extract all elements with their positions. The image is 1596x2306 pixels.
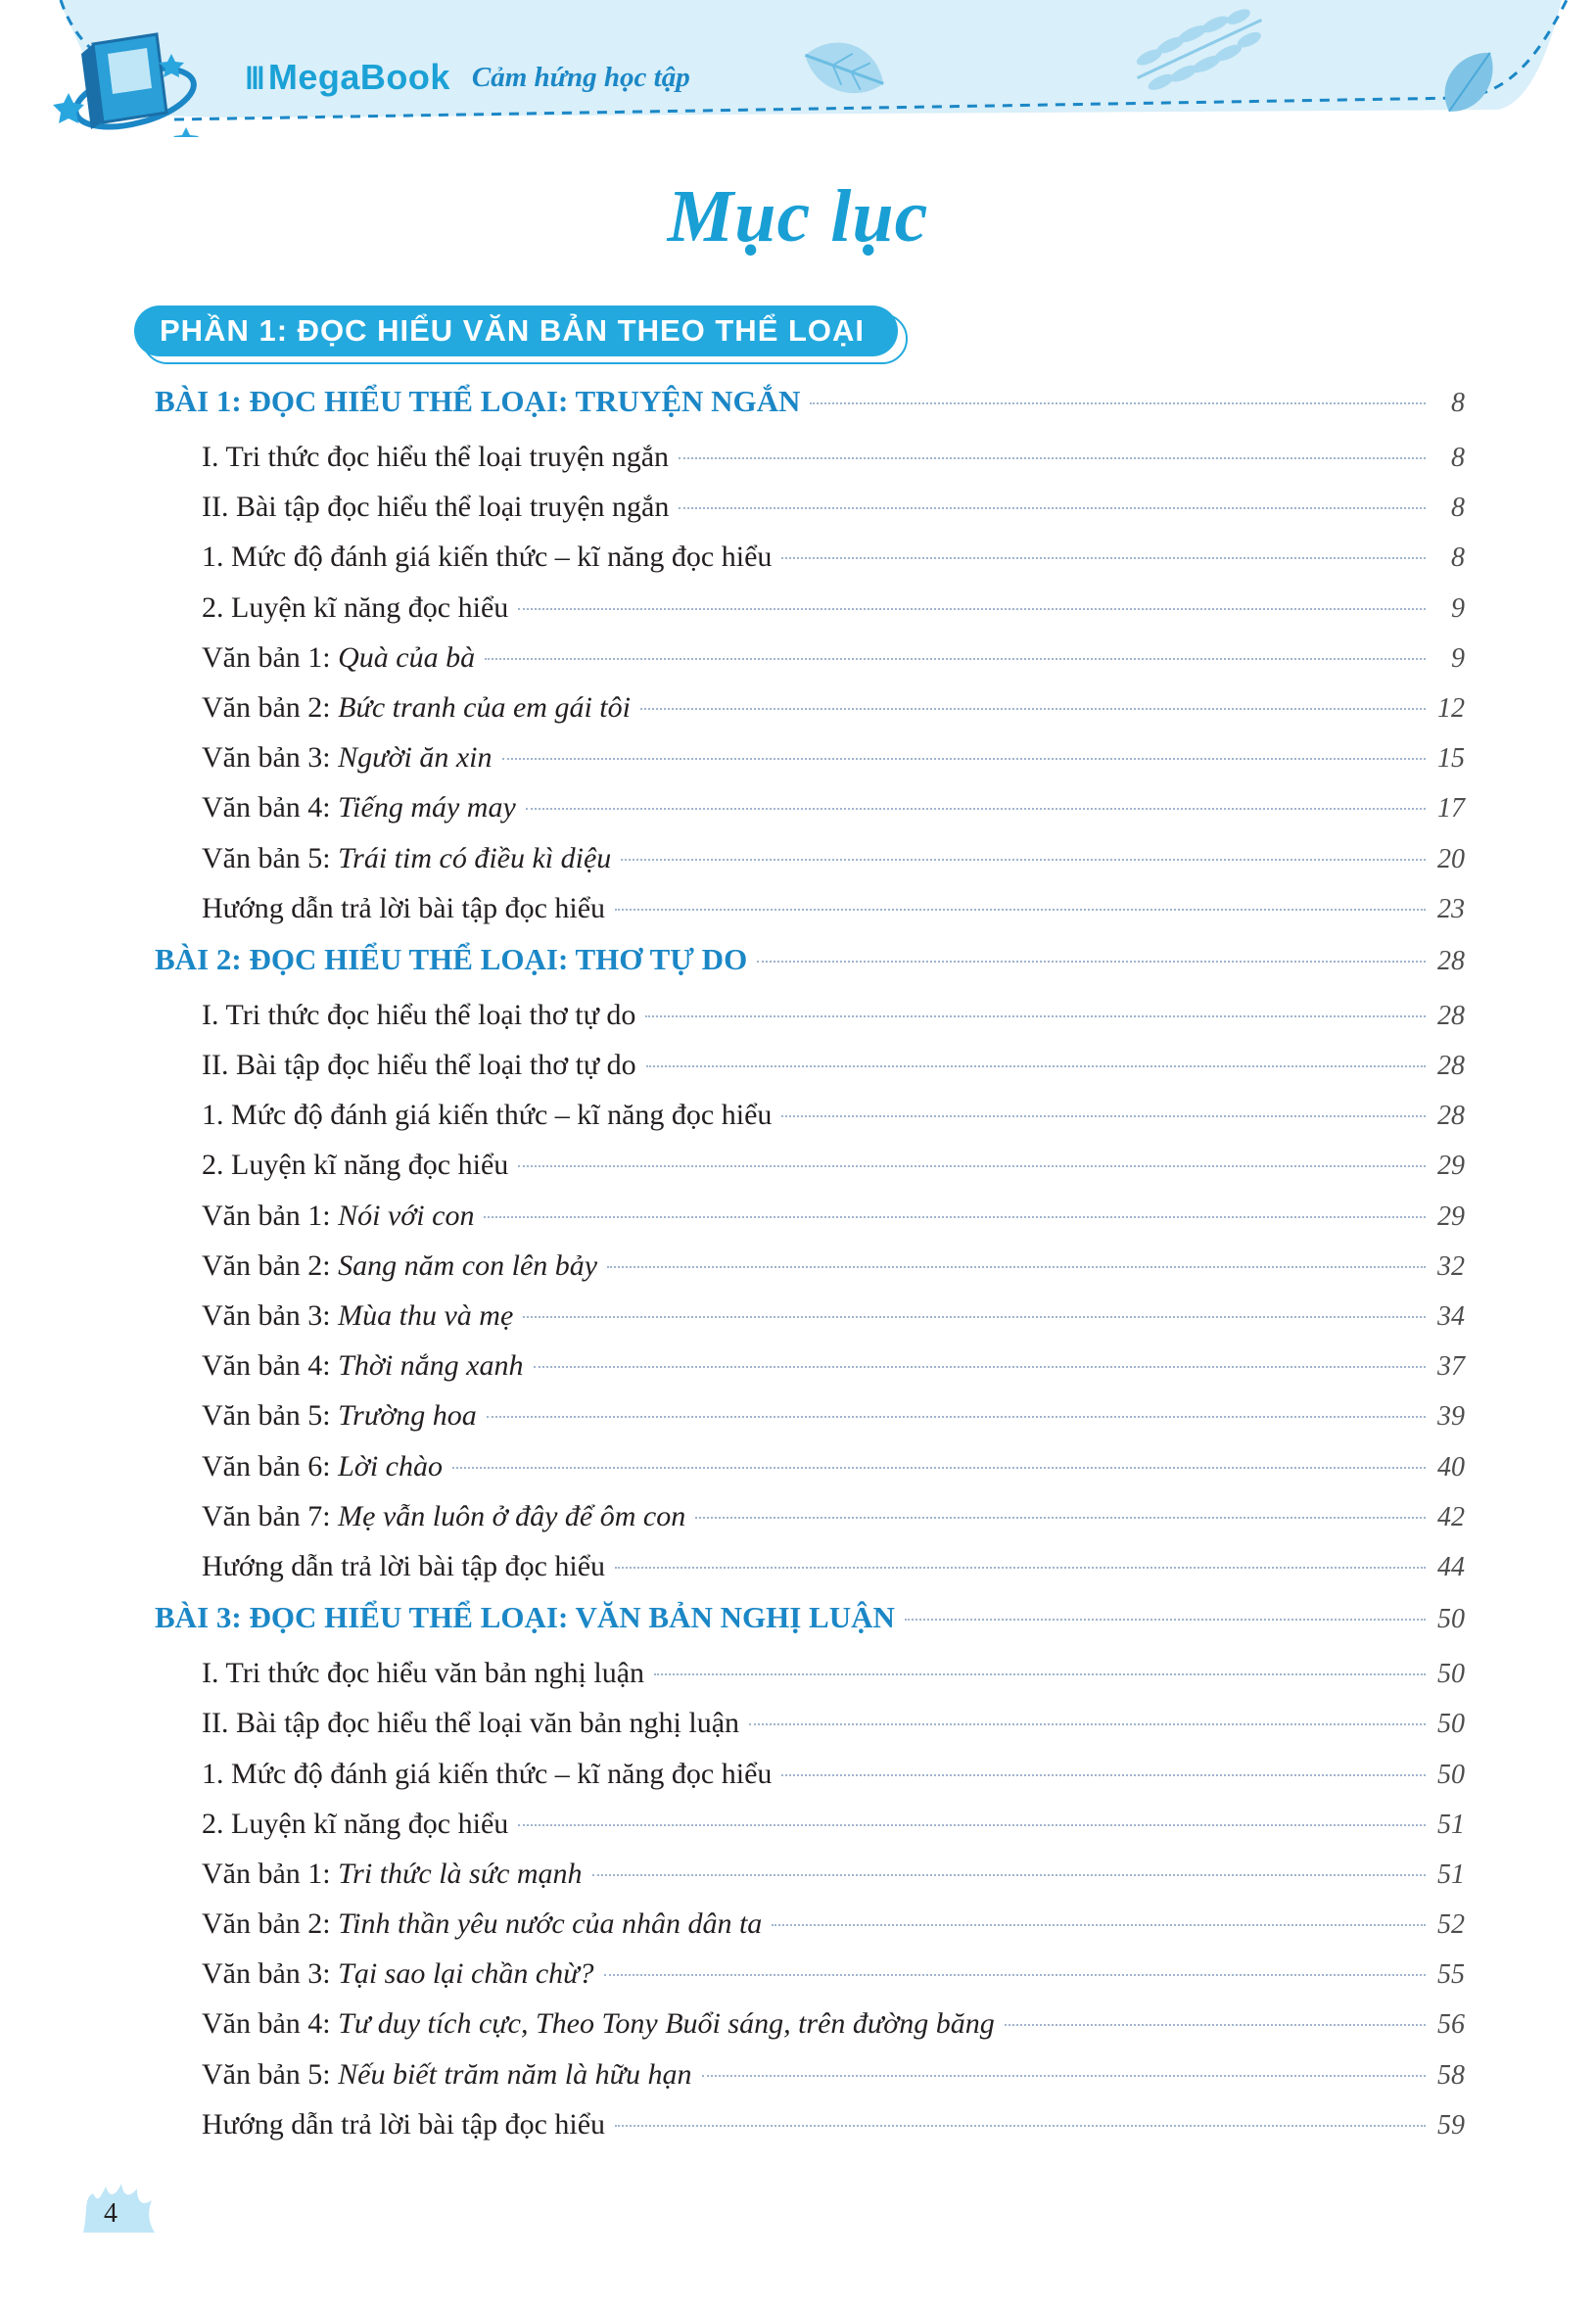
- toc-entry-label: [155, 942, 747, 977]
- brand-logo: [245, 57, 450, 98]
- toc-entry-text: BÀI 2: ĐỌC HIỂU THỂ LOẠI: THƠ TỰ DO: [155, 941, 748, 976]
- toc-entry-text: Văn bản 4:: [202, 1349, 339, 1383]
- toc-dot-leader: [757, 961, 1426, 963]
- part-banner-label: PHẦN 1: ĐỌC HIỂU VĂN BẢN THEO THỂ LOẠI: [160, 313, 866, 348]
- toc-page-number: 8: [1451, 542, 1465, 574]
- toc-entry-text: Văn bản 4:: [202, 2007, 339, 2041]
- toc-entry-label: [202, 1349, 524, 1383]
- toc-entry-label: [202, 1399, 477, 1433]
- toc-entry-label: [202, 1200, 474, 1233]
- toc-entry-row[interactable]: [155, 1450, 1465, 1500]
- toc-entry-row[interactable]: [155, 641, 1465, 691]
- toc-page-number: 28: [1437, 945, 1465, 976]
- toc-page-number: 51: [1437, 1859, 1465, 1890]
- toc-page-number: 12: [1437, 692, 1465, 724]
- toc-page-number: 23: [1437, 893, 1465, 924]
- toc-entry-label: [202, 842, 611, 875]
- toc-entry-row[interactable]: [155, 1249, 1465, 1299]
- toc-page-number: 17: [1437, 793, 1465, 824]
- toc-entry-row[interactable]: [155, 791, 1465, 841]
- toc-page-number: 20: [1437, 843, 1465, 874]
- toc-page-number: 29: [1437, 1200, 1465, 1232]
- toc-entry-text: 1. Mức độ đánh giá kiến thức – kĩ năng đọc hiểu: [202, 1099, 773, 1132]
- toc-page-number: 9: [1451, 642, 1465, 674]
- toc-entry-text: Văn bản 3:: [202, 1957, 339, 1991]
- toc-entry-row[interactable]: [155, 2108, 1465, 2158]
- toc-entry-text: Văn bản 5:: [202, 1399, 339, 1433]
- toc-dot-leader: [518, 1824, 1426, 1826]
- toc-entry-text: 2. Luyện kĩ năng đọc hiểu: [202, 590, 509, 624]
- toc-dot-leader: [679, 457, 1426, 459]
- toc-page-number: 28: [1437, 1051, 1465, 1082]
- toc-page-number: 51: [1437, 1809, 1465, 1840]
- toc-dot-leader: [749, 1723, 1426, 1725]
- toc-dot-leader: [1005, 2024, 1426, 2026]
- page-title: Mục lục: [667, 175, 929, 258]
- toc-entry-text: Văn bản 7:: [202, 1499, 339, 1532]
- toc-entry-row[interactable]: [155, 1349, 1465, 1399]
- toc-entry-text: Văn bản 6:: [202, 1449, 339, 1482]
- toc-entry-label: [202, 2058, 692, 2092]
- toc-entry-text: Văn bản 5:: [202, 2057, 339, 2091]
- toc-dot-leader: [452, 1467, 1426, 1469]
- toc-entry-text: Văn bản 2:: [202, 1907, 339, 1941]
- toc-dot-leader: [518, 608, 1426, 610]
- toc-entry-text: I. Tri thức đọc hiểu thể loại truyện ngắn: [202, 441, 670, 473]
- toc-dot-leader: [695, 1517, 1426, 1519]
- toc-dot-leader: [604, 1974, 1427, 1976]
- toc-entry-row[interactable]: [155, 1957, 1465, 2007]
- toc-entry-row[interactable]: [155, 2007, 1465, 2057]
- toc-entry-label: [202, 591, 508, 625]
- toc-page-number: 50: [1437, 1759, 1465, 1790]
- toc-entry-row[interactable]: [155, 842, 1465, 892]
- toc-dot-leader: [702, 2075, 1427, 2077]
- toc-entry-row[interactable]: [155, 1657, 1465, 1707]
- toc-entry-label: [202, 1450, 443, 1483]
- toc-entry-label: [155, 384, 800, 419]
- page-badge-icon: [78, 2179, 157, 2237]
- toc-entry-text: Hướng dẫn trả lời bài tập đọc hiểu: [202, 2107, 606, 2141]
- header-band: [0, 0, 1596, 137]
- brand-name: MegaBook: [267, 57, 450, 97]
- toc-dot-leader: [615, 1567, 1426, 1569]
- toc-entry-title: Quà của bà: [338, 640, 476, 674]
- toc-entry-label: [202, 2007, 995, 2041]
- toc-entry-text: II. Bài tập đọc hiểu thể loại thơ tự do: [202, 1049, 636, 1082]
- toc-entry-label: [202, 1149, 508, 1182]
- part-banner: [134, 306, 908, 360]
- toc-page-number: 8: [1451, 493, 1465, 524]
- toc-entry-title: Lời chào: [338, 1449, 443, 1482]
- toc-entry-label: [202, 999, 635, 1032]
- toc-entry-row[interactable]: [155, 1907, 1465, 1957]
- toc-entry-text: Văn bản 4:: [202, 791, 339, 824]
- toc-entry-title: Nói với con: [338, 1199, 475, 1232]
- toc-entry-text: BÀI 3: ĐỌC HIỂU THỂ LOẠI: VĂN BẢN NGHỊ LUẬN: [155, 1600, 895, 1635]
- toc-entry-title: Tinh thần yêu nước của nhân dân ta: [338, 1907, 763, 1941]
- toc-dot-leader: [534, 1366, 1427, 1368]
- toc-page-number: 42: [1437, 1501, 1465, 1532]
- brand-slogan: Cảm hứng học tập: [471, 61, 690, 93]
- toc-page-number: 55: [1437, 1959, 1465, 1991]
- toc-entry-text: Văn bản 2:: [202, 690, 339, 724]
- toc-entry-text: II. Bài tập đọc hiểu thể loại văn bản nghị luận: [202, 1707, 740, 1740]
- toc-page-number: 40: [1437, 1451, 1465, 1482]
- toc-entry-text: II. Bài tập đọc hiểu thể loại truyện ngắn: [202, 491, 670, 524]
- toc-entry-row[interactable]: [155, 999, 1465, 1049]
- toc-entry-label: [202, 641, 475, 675]
- toc-entry-text: Văn bản 3:: [202, 741, 339, 775]
- toc-entry-row[interactable]: [155, 1399, 1465, 1449]
- toc-entry-text: 1. Mức độ đánh giá kiến thức – kĩ năng đọc hiểu: [202, 1757, 773, 1790]
- toc-entry-text: Hướng dẫn trả lời bài tập đọc hiểu: [202, 1549, 606, 1582]
- toc-entry-label: [202, 892, 605, 925]
- toc-page-number: 52: [1437, 1909, 1465, 1941]
- toc-entry-row[interactable]: [155, 1550, 1465, 1600]
- toc-dot-leader: [518, 1165, 1426, 1167]
- toc-entry-title: Sang năm con lên bảy: [338, 1248, 598, 1282]
- toc-entry-label: [202, 1858, 583, 1891]
- toc-entry-row[interactable]: [155, 1500, 1465, 1550]
- toc-entry-row[interactable]: [155, 741, 1465, 791]
- toc-entry-text: Văn bản 5:: [202, 841, 339, 874]
- toc-entry-row[interactable]: [155, 1707, 1465, 1757]
- toc-dot-leader: [772, 1924, 1426, 1926]
- toc-entry-row[interactable]: [155, 691, 1465, 741]
- toc-page-number: 15: [1437, 743, 1465, 775]
- toc-entry-row[interactable]: [155, 441, 1465, 491]
- toc-entry-text: Văn bản 1:: [202, 1199, 339, 1232]
- toc-entry-label: [202, 441, 669, 474]
- toc-entry-label: [202, 1907, 762, 1941]
- toc-entry-row[interactable]: [155, 1858, 1465, 1907]
- toc-entry-label: [202, 491, 669, 524]
- toc-entry-row[interactable]: [155, 1049, 1465, 1099]
- toc-entry-label: [202, 1500, 685, 1533]
- toc-dot-leader: [781, 557, 1426, 559]
- toc-entry-label: [202, 541, 772, 574]
- toc-page-number: 50: [1437, 1659, 1465, 1690]
- brand-bars: ǀǀǀ: [245, 61, 262, 96]
- toc-entry-label: [202, 1957, 594, 1991]
- toc-entry-title: Tại sao lại chần chừ?: [338, 1957, 594, 1991]
- toc-entry-label: [202, 1808, 508, 1841]
- toc-entry-row[interactable]: [155, 491, 1465, 541]
- toc-entry-label: [202, 691, 631, 725]
- toc-page-number: 8: [1451, 443, 1465, 473]
- table-of-contents: [155, 384, 1465, 2158]
- toc-entry-label: [202, 1707, 739, 1740]
- toc-entry-text: 2. Luyện kĩ năng đọc hiểu: [202, 1807, 509, 1840]
- toc-entry-label: [202, 741, 493, 775]
- toc-entry-row[interactable]: [155, 1299, 1465, 1349]
- toc-entry-label: [202, 1550, 605, 1583]
- toc-entry-text: 1. Mức độ đánh giá kiến thức – kĩ năng đọc hiểu: [202, 541, 773, 574]
- toc-page-number: 44: [1437, 1551, 1465, 1582]
- toc-entry-text: Văn bản 3:: [202, 1299, 339, 1332]
- toc-page-number: 9: [1451, 592, 1465, 624]
- toc-page-number: 37: [1437, 1351, 1465, 1383]
- toc-entry-label: [202, 1758, 772, 1791]
- toc-page-number: 32: [1437, 1250, 1465, 1282]
- toc-entry-text: Văn bản 1:: [202, 640, 339, 674]
- toc-entry-row[interactable]: [155, 541, 1465, 590]
- toc-dot-leader: [679, 507, 1426, 509]
- toc-entry-title: Bức tranh của em gái tôi: [338, 690, 631, 724]
- toc-entry-text: Văn bản 2:: [202, 1248, 339, 1282]
- toc-lesson-row[interactable]: [155, 1600, 1465, 1657]
- toc-dot-leader: [615, 2125, 1426, 2127]
- toc-entry-row[interactable]: [155, 2058, 1465, 2108]
- toc-dot-leader: [646, 1065, 1426, 1067]
- toc-dot-leader: [640, 708, 1426, 710]
- toc-dot-leader: [607, 1266, 1426, 1268]
- toc-page-number: 56: [1437, 2009, 1465, 2041]
- toc-entry-row[interactable]: [155, 1758, 1465, 1808]
- toc-entry-text: Văn bản 1:: [202, 1857, 339, 1890]
- header-decoration: [0, 0, 1596, 137]
- toc-entry-text: I. Tri thức đọc hiểu văn bản nghị luận: [202, 1657, 645, 1690]
- toc-entry-label: [202, 1657, 644, 1690]
- toc-dot-leader: [621, 859, 1426, 861]
- toc-entry-text: BÀI 1: ĐỌC HIỂU THỂ LOẠI: TRUYỆN NGẮN: [155, 384, 801, 418]
- toc-dot-leader: [484, 1216, 1426, 1218]
- toc-dot-leader: [781, 1774, 1426, 1776]
- toc-entry-label: [202, 1249, 597, 1283]
- toc-page-number: 28: [1437, 1101, 1465, 1132]
- toc-page-number: 28: [1437, 1000, 1465, 1031]
- toc-page-number: 29: [1437, 1151, 1465, 1182]
- toc-page-number: 34: [1437, 1301, 1465, 1332]
- toc-page-number: 39: [1437, 1401, 1465, 1433]
- toc-entry-row[interactable]: [155, 892, 1465, 942]
- toc-page-number: 58: [1437, 2059, 1465, 2091]
- brand: [245, 57, 690, 98]
- toc-entry-title: Mùa thu và mẹ: [338, 1299, 514, 1332]
- toc-entry-label: [202, 1299, 513, 1333]
- toc-entry-row[interactable]: [155, 1808, 1465, 1858]
- toc-entry-title: Thời nắng xanh: [338, 1349, 524, 1383]
- toc-dot-leader: [485, 658, 1426, 660]
- toc-dot-leader: [526, 808, 1426, 810]
- toc-dot-leader: [810, 402, 1426, 404]
- toc-entry-title: Mẹ vẫn luôn ở đây để ôm con: [338, 1499, 686, 1532]
- toc-entry-text: 2. Luyện kĩ năng đọc hiểu: [202, 1149, 509, 1182]
- toc-entry-row[interactable]: [155, 1149, 1465, 1199]
- toc-page-number: 59: [1437, 2109, 1465, 2141]
- toc-lesson-row[interactable]: [155, 384, 1465, 441]
- toc-dot-leader: [654, 1673, 1426, 1675]
- toc-entry-title: Trường hoa: [338, 1399, 477, 1433]
- toc-entry-title: Nếu biết trăm năm là hữu hạn: [338, 2057, 692, 2091]
- toc-entry-title: Trái tim có điều kì diệu: [338, 841, 612, 874]
- toc-entry-row[interactable]: [155, 591, 1465, 641]
- toc-entry-title: Người ăn xin: [338, 741, 493, 775]
- toc-entry-title: Tri thức là sức mạnh: [338, 1857, 583, 1890]
- toc-entry-label: [202, 1049, 636, 1082]
- toc-entry-text: I. Tri thức đọc hiểu thể loại thơ tự do: [202, 998, 636, 1031]
- toc-dot-leader: [615, 909, 1426, 911]
- toc-entry-label: [202, 1099, 772, 1132]
- toc-entry-title: Tiếng máy may: [338, 791, 516, 824]
- toc-entry-text: Hướng dẫn trả lời bài tập đọc hiểu: [202, 891, 606, 924]
- toc-lesson-row[interactable]: [155, 942, 1465, 999]
- toc-entry-row[interactable]: [155, 1200, 1465, 1249]
- toc-dot-leader: [487, 1416, 1426, 1418]
- toc-entry-row[interactable]: [155, 1099, 1465, 1149]
- toc-dot-leader: [502, 758, 1426, 760]
- toc-dot-leader: [781, 1115, 1426, 1117]
- toc-page-number: 50: [1437, 1709, 1465, 1740]
- toc-dot-leader: [645, 1015, 1426, 1017]
- toc-entry-label: [202, 2108, 605, 2141]
- toc-dot-leader: [592, 1874, 1426, 1876]
- toc-page-number: 50: [1437, 1604, 1465, 1635]
- toc-entry-label: [155, 1600, 895, 1635]
- page-number-badge: [78, 2179, 157, 2237]
- toc-entry-title: Tư duy tích cực, Theo Tony Buổi sáng, trên đường băng: [338, 2007, 995, 2041]
- toc-page-number: 8: [1451, 388, 1465, 418]
- toc-dot-leader: [905, 1619, 1426, 1621]
- page-number: 4: [104, 2198, 117, 2229]
- toc-entry-label: [202, 791, 516, 824]
- toc-dot-leader: [523, 1316, 1426, 1318]
